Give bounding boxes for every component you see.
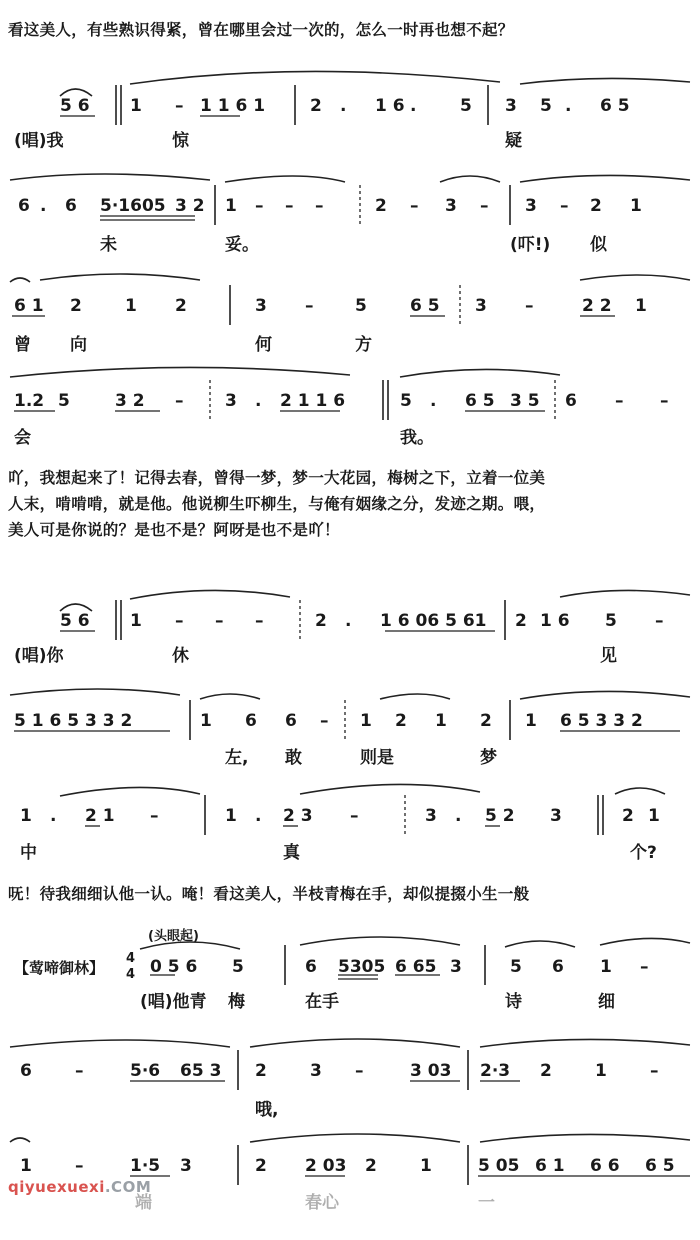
note: 1 [20,1156,32,1176]
note: 3 5 [510,391,540,411]
note: 3 [525,196,537,216]
lyric: 妥。 [225,235,259,255]
note: 2 [590,196,602,216]
note: 1 6 [540,611,570,631]
note: – [175,611,184,631]
note: 5 [540,96,552,116]
note: 2 [70,296,82,316]
note: 5 [232,957,244,977]
lyric: 未 [100,235,117,255]
note: 1 6 [375,96,405,116]
note: 5 2 [485,806,515,826]
note: – [315,196,324,216]
note: . [255,806,262,826]
note: 1 [630,196,642,216]
lyric: 敢 [285,748,302,768]
note: 2 [515,611,527,631]
note: 2 [540,1061,552,1081]
note: 1 1 6 1 [200,96,266,116]
barlines-slurs [0,770,700,890]
note: 1 [600,957,612,977]
note: 6 [20,1061,32,1081]
lyric: 梅 [228,992,245,1012]
note: 6 5 3 3 2 [560,711,643,731]
lyric: 左, [225,748,249,768]
lyric: (唱)我 [14,131,64,151]
note: 5 6 [60,96,90,116]
note: 1 [20,806,32,826]
lyric: 惊 [172,131,189,151]
note: 1 [130,611,142,631]
lyric: 诗 [505,992,522,1012]
note: 2 2 [582,296,612,316]
note: 2 [395,711,407,731]
note: 3 [450,957,462,977]
note: – [410,196,419,216]
note: 1 [648,806,660,826]
lyric: 何 [255,335,272,355]
note: 6 [285,711,297,731]
note: 2 [175,296,187,316]
note: . [565,96,572,116]
note: . [345,611,352,631]
barlines-slurs [0,355,700,475]
lyric: 疑 [505,131,522,151]
note: – [150,806,159,826]
dialogue-line-1: 看这美人，有些熟识得紧，曾在哪里会过一次的，怎么一时再也想不起？ [8,21,514,39]
note: 5·6 [130,1061,161,1081]
note: – [255,611,264,631]
lyric: 梦 [480,748,497,768]
note: – [655,611,664,631]
note: 3 03 [410,1061,452,1081]
dialogue-line-4: 美人可是你说的？是也不是？阿呀是也不是吖！ [8,521,340,539]
note: . [340,96,347,116]
note: – [355,1061,364,1081]
note: 0 5 6 [150,957,198,977]
note: – [175,391,184,411]
note: 1 [200,711,212,731]
note: 5 [58,391,70,411]
note: 3 [550,806,562,826]
note: . [50,806,57,826]
note: 5 [400,391,412,411]
note: 1 [435,711,447,731]
lyric: 端 [135,1193,152,1213]
dialogue-line-3: 人末，啃啃啃，就是他。他说柳生吓柳生，与俺有姻缘之分，发迹之期。喂， [8,495,546,513]
note: 5 6 [60,611,90,631]
note: 5 [510,957,522,977]
note: . [410,96,417,116]
note: 3 [505,96,517,116]
note: – [285,196,294,216]
note: 3 2 [175,196,205,216]
note: 6 [305,957,317,977]
note: 2 1 [85,806,115,826]
note: – [305,296,314,316]
lyric: 个? [630,843,657,863]
dialogue-line-5: 呒！待我细细认他一认。唵！看这美人，半枝青梅在手，却似提掇小生一般 [8,885,530,903]
note: 6 1 [535,1156,565,1176]
lyric: (唱)他青 [140,992,207,1012]
note: 3 [475,296,487,316]
note: 6 1 [14,296,44,316]
note: 1 [420,1156,432,1176]
lyric: 则是 [360,748,394,768]
note: – [215,611,224,631]
note: 3 [445,196,457,216]
note: 1 [225,196,237,216]
watermark [8,1178,151,1196]
note: – [320,711,329,731]
note: – [75,1156,84,1176]
note: 2 [255,1156,267,1176]
note: 2 [622,806,634,826]
note: – [615,391,624,411]
note: 1·5 [130,1156,161,1176]
note: 2 1 1 6 [280,391,346,411]
note: 2 03 [305,1156,347,1176]
note: 6 [18,196,30,216]
note: 1 [125,296,137,316]
note: 1 6 06 5 61 [380,611,487,631]
note: 65 3 [180,1061,222,1081]
note: 6 6 [590,1156,620,1176]
note: 2 3 [283,806,313,826]
note: 3 [310,1061,322,1081]
note: – [640,957,649,977]
note: 2 [365,1156,377,1176]
lyric: 在手 [305,992,339,1012]
note: 3 [225,391,237,411]
lyric: (吓!) [510,235,551,255]
note: 3 2 [115,391,145,411]
note: 6 65 [395,957,437,977]
meter-bottom: 4 [126,967,136,982]
lyric: 会 [14,428,31,448]
dialogue-line-2: 吖，我想起来了！记得去春，曾得一梦，梦一大花园，梅树之下，立着一位美 [8,469,546,487]
note: 1 [635,296,647,316]
note: 5·1605 [100,196,166,216]
note: – [660,391,669,411]
lyric: 中 [20,843,37,863]
score-system-7 [0,770,700,890]
note: 5 [605,611,617,631]
note: 2 [375,196,387,216]
score-system-4 [0,355,700,475]
note: . [40,196,47,216]
note: 2 [480,711,492,731]
note: 6 5 [410,296,440,316]
note: 1 [130,96,142,116]
note: . [430,391,437,411]
note: 2 [255,1061,267,1081]
lyric: 方 [355,335,372,355]
note: – [75,1061,84,1081]
lyric: 细 [598,992,615,1012]
note: 5 1 6 5 3 3 2 [14,711,133,731]
note: 2 [315,611,327,631]
lyric: 曾 [14,335,31,355]
lyric: 一 [478,1193,495,1213]
lyric: (唱)你 [14,646,64,666]
note: 2·3 [480,1061,511,1081]
note: . [255,391,262,411]
lyric: 我。 [400,428,434,448]
watermark-brand: qiyuexuexi [8,1178,105,1196]
lyric: 真 [283,843,300,863]
meter-top: 4 [126,951,136,966]
note: 5305 [338,957,386,977]
note: 6 [245,711,257,731]
note: 1 [225,806,237,826]
note: 6 [565,391,577,411]
qupai-label: 【莺啼御林】 [14,959,105,977]
note: 3 [180,1156,192,1176]
note: 6 5 [645,1156,675,1176]
note: 1 [525,711,537,731]
lyric: 休 [172,646,189,666]
note: . [455,806,462,826]
lyric: 见 [600,646,617,666]
note: – [175,96,184,116]
note: 2 [310,96,322,116]
lyric: 似 [590,235,607,255]
note: 3 [425,806,437,826]
note: – [480,196,489,216]
note: – [650,1061,659,1081]
note: 5 [460,96,472,116]
lyric: 向 [70,335,87,355]
note: 6 [552,957,564,977]
note: 3 [255,296,267,316]
note: 5 05 [478,1156,520,1176]
watermark-tld: .COM [104,1178,152,1196]
note: 1 [595,1061,607,1081]
lyric: 哦, [255,1100,279,1120]
note: – [560,196,569,216]
note: – [525,296,534,316]
note: 6 [65,196,77,216]
note: 1 [360,711,372,731]
cue-text: (头眼起) [148,929,199,944]
note: – [255,196,264,216]
note: 6 5 [600,96,630,116]
note: 5 [355,296,367,316]
note: 1.2 [14,391,45,411]
note: 6 5 [465,391,495,411]
note: – [350,806,359,826]
lyric: 春心 [305,1193,339,1213]
score-system-8 [0,915,700,1035]
